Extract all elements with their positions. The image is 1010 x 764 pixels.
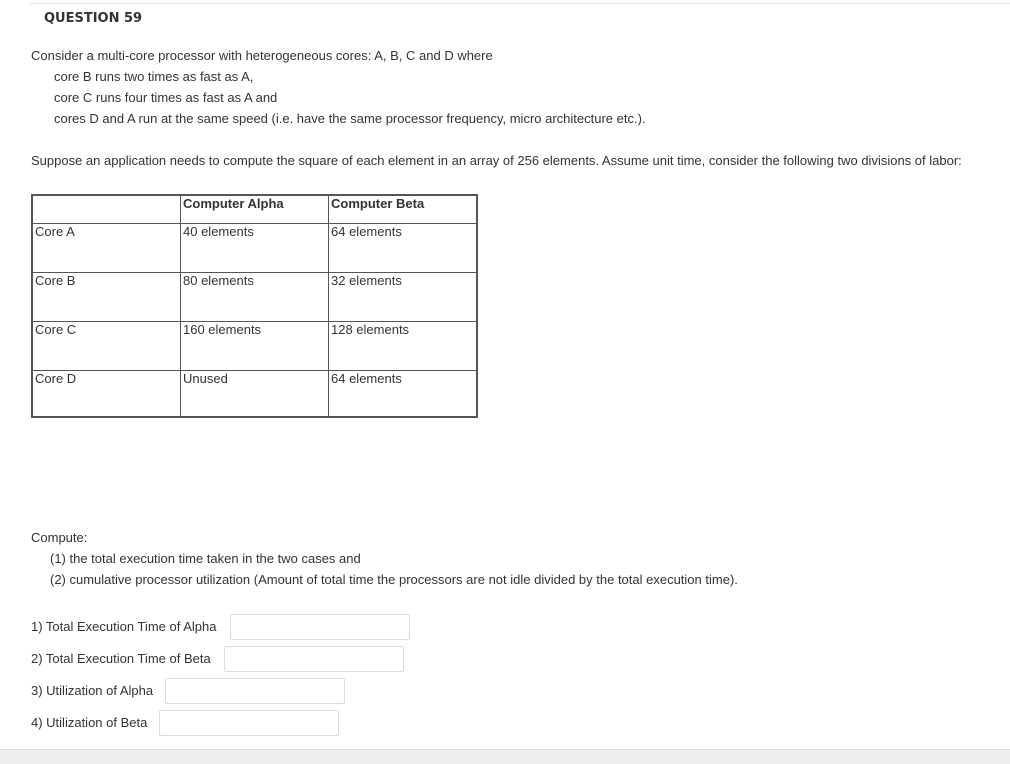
table-cell-beta: 64 elements	[329, 224, 478, 273]
question-title: QUESTION 59	[44, 11, 143, 26]
compute-heading: Compute:	[31, 530, 88, 545]
table-header-row	[32, 195, 477, 224]
table-row	[32, 273, 477, 322]
answer-input-beta-time[interactable]	[224, 646, 404, 672]
answer-label-beta-time: 2) Total Execution Time of Beta	[31, 651, 211, 666]
table-cell-core: Core D	[32, 371, 181, 418]
bottom-scroll-bar[interactable]	[0, 749, 1010, 764]
table-cell-beta: 128 elements	[329, 322, 478, 371]
answer-label-alpha-utilization: 3) Utilization of Alpha	[31, 683, 154, 698]
table-cell-core: Core B	[32, 273, 181, 322]
intro-line-4: cores D and A run at the same speed (i.e. have the same processor frequency, micro architecture etc.).	[54, 111, 646, 126]
table-cell-alpha: 40 elements	[181, 224, 329, 273]
table-header-cell: Computer Alpha	[181, 195, 329, 224]
compute-item-1: (1) the total execution time taken in the two cases and	[50, 551, 361, 566]
table-header-cell: Computer Beta	[329, 195, 478, 224]
table-cell-beta: 64 elements	[329, 371, 478, 418]
intro-line-1: Consider a multi-core processor with heterogeneous cores: A, B, C and D where	[31, 48, 493, 63]
division-of-labor-table	[31, 194, 478, 418]
answer-input-alpha-utilization[interactable]	[165, 678, 345, 704]
answer-input-beta-utilization[interactable]	[159, 710, 339, 736]
table-cell-beta: 32 elements	[329, 273, 478, 322]
table-cell-core: Core C	[32, 322, 181, 371]
compute-item-2: (2) cumulative processor utilization (Amount of total time the processors are not idle divided by the total execution time).	[50, 572, 738, 587]
intro-line-5: Suppose an application needs to compute the square of each element in an array of 256 elements. Assume unit time, consider the following two divisions of labor:	[31, 153, 962, 168]
answer-input-alpha-time[interactable]	[230, 614, 410, 640]
table-row	[32, 322, 477, 371]
table-cell-alpha: 80 elements	[181, 273, 329, 322]
intro-line-2: core B runs two times as fast as A,	[54, 69, 254, 84]
table-cell-core: Core A	[32, 224, 181, 273]
table-cell-alpha: Unused	[181, 371, 329, 418]
answer-label-beta-utilization: 4) Utilization of Beta	[31, 715, 148, 730]
intro-line-3: core C runs four times as fast as A and	[54, 90, 278, 105]
table-header-cell	[32, 195, 181, 224]
top-divider	[30, 3, 1010, 4]
answer-label-alpha-time: 1) Total Execution Time of Alpha	[31, 619, 217, 634]
table-row	[32, 371, 477, 418]
table-cell-alpha: 160 elements	[181, 322, 329, 371]
table-row	[32, 224, 477, 273]
